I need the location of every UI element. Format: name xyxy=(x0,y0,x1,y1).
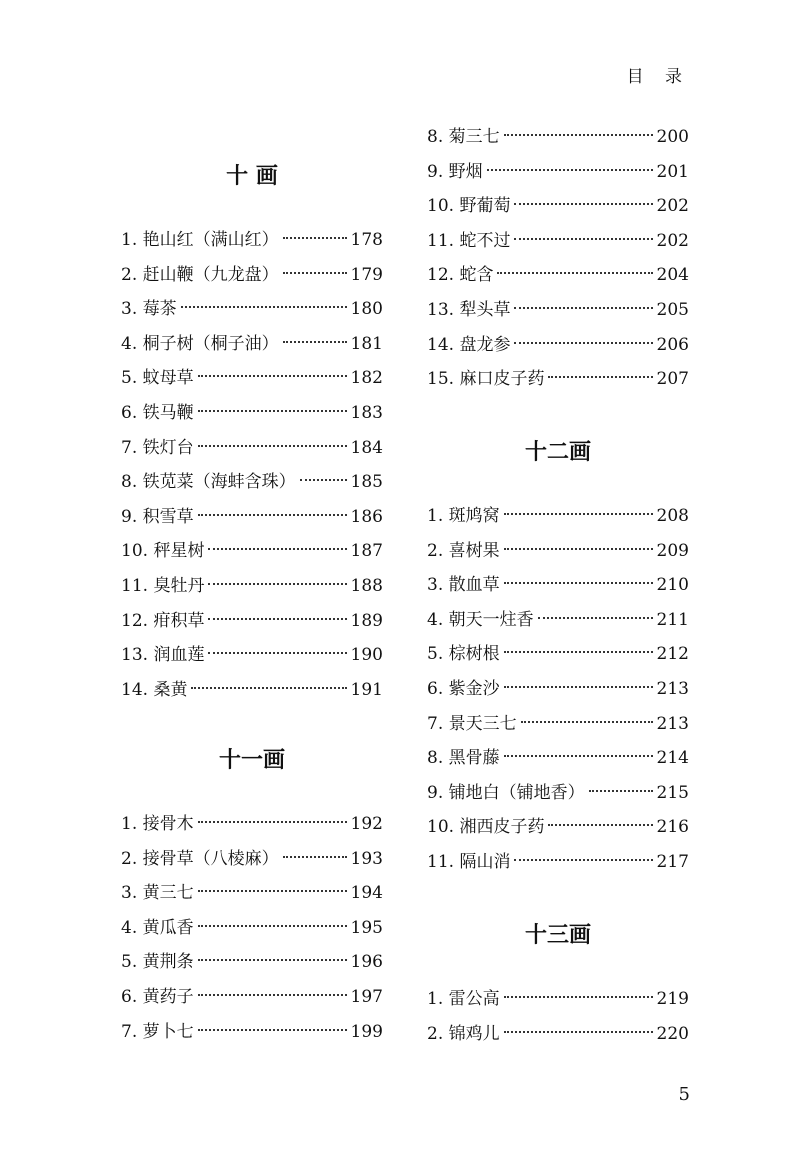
entry-label: 3. 黄三七 xyxy=(121,883,194,904)
entry-label: 14. 桑黄 xyxy=(121,679,188,700)
entry-label: 9. 铺地白（铺地香） xyxy=(427,782,585,803)
toc-entry[interactable] xyxy=(121,329,383,359)
entry-page-number: 179 xyxy=(350,264,383,285)
dot-leader xyxy=(283,237,347,239)
entry-page-number: 189 xyxy=(350,610,383,631)
entry-label: 11. 隔山消 xyxy=(427,852,511,872)
entry-label: 5. 黄荆条 xyxy=(121,952,194,973)
dot-leader xyxy=(191,687,346,689)
section-heading: 十三画 xyxy=(524,922,591,948)
running-header: 目 录 xyxy=(626,67,690,87)
entry-page-number: 183 xyxy=(350,403,383,423)
entry-page-number: 205 xyxy=(656,300,689,320)
toc-entry[interactable] xyxy=(427,847,689,877)
entry-page-number: 199 xyxy=(350,1021,383,1042)
entry-page-number: 185 xyxy=(350,472,383,493)
entry-label: 2. 接骨草（八棱麻） xyxy=(121,848,279,869)
toc-entry[interactable] xyxy=(121,571,383,601)
dot-leader xyxy=(198,1029,347,1031)
dot-leader xyxy=(181,306,347,308)
toc-entry[interactable] xyxy=(121,947,383,977)
entry-page-number: 202 xyxy=(656,196,689,217)
entry-label: 2. 喜树果 xyxy=(427,540,500,561)
dot-leader xyxy=(504,548,653,550)
dot-leader xyxy=(514,859,652,861)
entry-label: 9. 野烟 xyxy=(427,161,483,182)
entry-page-number: 214 xyxy=(656,748,689,769)
dot-leader xyxy=(198,410,347,412)
toc-entry[interactable] xyxy=(121,536,383,566)
entry-page-number: 212 xyxy=(656,644,689,665)
toc-entry[interactable] xyxy=(121,982,383,1012)
entry-label: 15. 麻口皮子药 xyxy=(427,369,545,390)
entry-page-number: 210 xyxy=(656,575,689,596)
entry-label: 6. 紫金沙 xyxy=(427,679,500,699)
section-heading: 十 画 xyxy=(226,163,278,189)
entry-label: 3. 散血草 xyxy=(427,575,500,596)
toc-entry[interactable] xyxy=(121,260,383,290)
entry-label: 14. 盘龙参 xyxy=(427,334,511,355)
entry-label: 1. 斑鸠窝 xyxy=(427,506,500,526)
dot-leader xyxy=(198,375,347,377)
toc-entry[interactable] xyxy=(427,639,689,669)
entry-page-number: 195 xyxy=(350,917,383,938)
entry-page-number: 182 xyxy=(350,368,383,389)
toc-entry[interactable] xyxy=(427,743,689,773)
toc-entry[interactable] xyxy=(427,330,689,360)
dot-leader xyxy=(548,376,652,378)
toc-entry[interactable] xyxy=(121,1017,383,1047)
entry-page-number: 193 xyxy=(350,848,383,869)
dot-leader xyxy=(504,134,653,136)
dot-leader xyxy=(198,925,347,927)
dot-leader xyxy=(504,651,653,653)
entry-page-number: 180 xyxy=(350,299,383,320)
toc-entry[interactable] xyxy=(121,398,383,428)
dot-leader xyxy=(504,1031,653,1033)
entry-label: 4. 朝天一炷香 xyxy=(427,609,534,630)
entry-label: 13. 犁头草 xyxy=(427,300,511,320)
entry-page-number: 194 xyxy=(350,883,383,904)
entry-label: 7. 铁灯台 xyxy=(121,437,194,458)
entry-page-number: 184 xyxy=(350,437,383,458)
dot-leader xyxy=(589,790,653,792)
entry-label: 12. 疳积草 xyxy=(121,610,205,631)
entry-page-number: 197 xyxy=(350,987,383,1007)
dot-leader xyxy=(198,514,347,516)
toc-entry[interactable] xyxy=(121,433,383,463)
dot-leader xyxy=(283,341,347,343)
toc-entry[interactable] xyxy=(427,295,689,325)
entry-page-number: 202 xyxy=(656,230,689,251)
entry-label: 1. 艳山红（满山红） xyxy=(121,230,279,250)
entry-page-number: 190 xyxy=(350,645,383,666)
toc-entry[interactable] xyxy=(121,878,383,908)
toc-entry[interactable] xyxy=(121,363,383,393)
entry-page-number: 211 xyxy=(656,609,689,630)
toc-entry[interactable] xyxy=(427,122,689,152)
toc-entry[interactable] xyxy=(121,502,383,532)
entry-page-number: 206 xyxy=(656,334,689,355)
dot-leader xyxy=(198,821,347,823)
entry-label: 10. 野葡萄 xyxy=(427,196,511,217)
entry-page-number: 191 xyxy=(350,679,383,700)
toc-entry[interactable] xyxy=(427,191,689,221)
dot-leader xyxy=(198,445,347,447)
entry-page-number: 213 xyxy=(656,679,689,699)
section-heading: 十一画 xyxy=(218,747,285,773)
dot-leader xyxy=(504,582,653,584)
entry-page-number: 209 xyxy=(656,540,689,561)
dot-leader xyxy=(198,994,347,996)
dot-leader xyxy=(497,272,652,274)
entry-label: 13. 润血莲 xyxy=(121,645,205,666)
dot-leader xyxy=(504,686,653,688)
entry-label: 1. 雷公高 xyxy=(427,989,500,1009)
entry-label: 8. 菊三七 xyxy=(427,127,500,147)
entry-label: 8. 铁苋菜（海蚌含珠） xyxy=(121,472,296,493)
entry-label: 6. 铁马鞭 xyxy=(121,403,194,423)
entry-page-number: 217 xyxy=(656,852,689,872)
entry-page-number: 186 xyxy=(350,506,383,527)
toc-entry[interactable] xyxy=(121,294,383,324)
page-number: 5 xyxy=(678,1084,690,1105)
dot-leader xyxy=(300,479,347,481)
dot-leader xyxy=(504,996,653,998)
entry-label: 10. 秤星树 xyxy=(121,541,205,562)
dot-leader xyxy=(208,548,346,550)
entry-label: 5. 棕树根 xyxy=(427,644,500,665)
entry-label: 9. 积雪草 xyxy=(121,506,194,527)
entry-page-number: 187 xyxy=(350,541,383,562)
entry-page-number: 219 xyxy=(656,989,689,1009)
entry-page-number: 216 xyxy=(656,817,689,838)
entry-label: 7. 景天三七 xyxy=(427,713,517,734)
dot-leader xyxy=(514,238,652,240)
entry-label: 10. 湘西皮子药 xyxy=(427,817,545,838)
toc-entry[interactable] xyxy=(427,812,689,842)
entry-page-number: 201 xyxy=(656,161,689,182)
toc-entry[interactable] xyxy=(427,605,689,635)
entry-page-number: 200 xyxy=(656,127,689,147)
toc-entry[interactable] xyxy=(427,536,689,566)
entry-label: 11. 臭牡丹 xyxy=(121,576,205,596)
entry-label: 3. 莓茶 xyxy=(121,299,177,320)
entry-label: 7. 萝卜七 xyxy=(121,1021,194,1042)
toc-entry[interactable] xyxy=(121,844,383,874)
entry-page-number: 213 xyxy=(656,713,689,734)
dot-leader xyxy=(283,272,347,274)
entry-page-number: 204 xyxy=(656,265,689,286)
entry-page-number: 215 xyxy=(656,782,689,803)
toc-entry[interactable] xyxy=(427,501,689,531)
dot-leader xyxy=(198,959,347,961)
toc-entry[interactable] xyxy=(427,226,689,256)
entry-page-number: 178 xyxy=(350,230,383,250)
dot-leader xyxy=(283,856,347,858)
entry-page-number: 192 xyxy=(350,814,383,834)
toc-entry[interactable] xyxy=(427,570,689,600)
dot-leader xyxy=(538,617,653,619)
dot-leader xyxy=(514,203,652,205)
toc-entry[interactable] xyxy=(427,778,689,808)
toc-entry[interactable] xyxy=(121,225,383,255)
entry-page-number: 207 xyxy=(656,369,689,390)
entry-page-number: 196 xyxy=(350,952,383,973)
toc-entry[interactable] xyxy=(427,1019,689,1049)
toc-entry[interactable] xyxy=(121,467,383,497)
toc-entry[interactable] xyxy=(427,674,689,704)
entry-page-number: 208 xyxy=(656,506,689,526)
toc-entry[interactable] xyxy=(121,913,383,943)
toc-entry[interactable] xyxy=(427,260,689,290)
section-heading: 十二画 xyxy=(524,439,591,465)
dot-leader xyxy=(208,583,346,585)
entry-label: 8. 黑骨藤 xyxy=(427,748,500,769)
entry-page-number: 220 xyxy=(656,1023,689,1044)
dot-leader xyxy=(548,824,652,826)
entry-page-number: 188 xyxy=(350,576,383,596)
toc-entry[interactable] xyxy=(427,709,689,739)
dot-leader xyxy=(504,755,653,757)
dot-leader xyxy=(514,307,652,309)
dot-leader xyxy=(487,169,653,171)
entry-label: 5. 蚊母草 xyxy=(121,368,194,389)
dot-leader xyxy=(208,618,346,620)
entry-label: 2. 赶山鞭（九龙盘） xyxy=(121,264,279,285)
dot-leader xyxy=(198,890,347,892)
entry-label: 4. 黄瓜香 xyxy=(121,917,194,938)
toc-entry[interactable] xyxy=(121,640,383,670)
toc-entry[interactable] xyxy=(121,675,383,705)
dot-leader xyxy=(504,513,653,515)
toc-entry[interactable] xyxy=(121,606,383,636)
toc-entry[interactable] xyxy=(427,984,689,1014)
dot-leader xyxy=(514,342,652,344)
entry-label: 4. 桐子树（桐子油） xyxy=(121,333,279,354)
dot-leader xyxy=(521,721,653,723)
entry-page-number: 181 xyxy=(350,333,383,354)
entry-label: 2. 锦鸡儿 xyxy=(427,1023,500,1044)
entry-label: 6. 黄药子 xyxy=(121,987,194,1007)
dot-leader xyxy=(208,652,346,654)
entry-label: 1. 接骨木 xyxy=(121,814,194,834)
toc-entry[interactable] xyxy=(427,364,689,394)
toc-entry[interactable] xyxy=(121,809,383,839)
entry-label: 12. 蛇含 xyxy=(427,265,494,286)
entry-label: 11. 蛇不过 xyxy=(427,230,511,251)
toc-entry[interactable] xyxy=(427,157,689,187)
